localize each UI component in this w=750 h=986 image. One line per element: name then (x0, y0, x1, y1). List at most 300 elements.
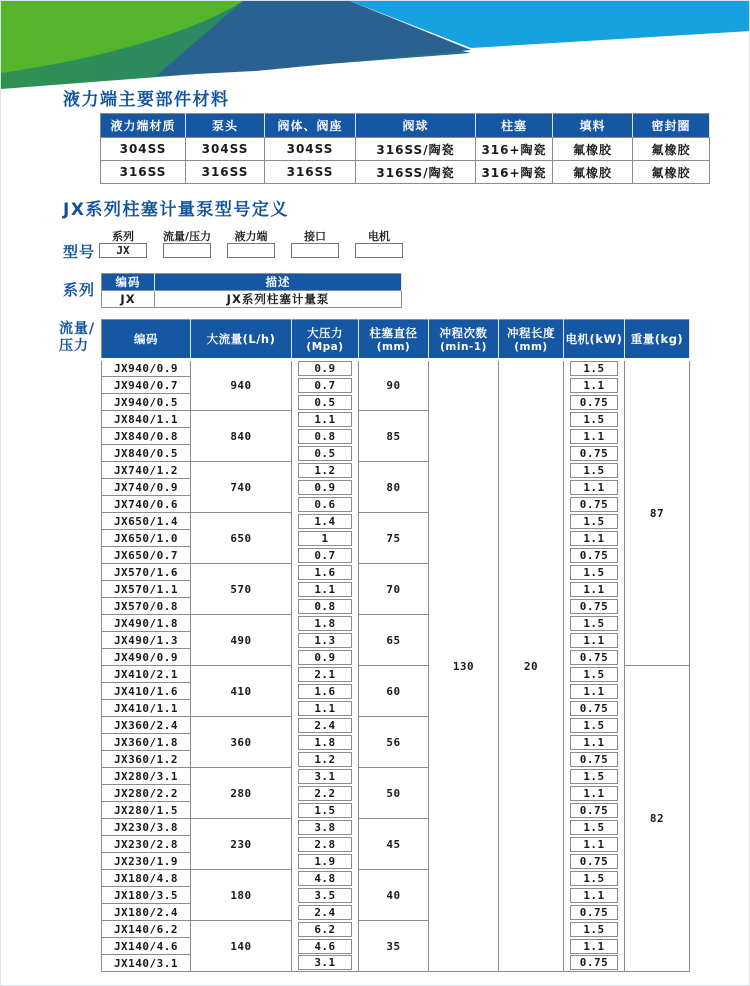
model-code-cell: JX940/0.5 (102, 394, 191, 411)
max-pressure-cell (292, 802, 359, 819)
series-row (102, 291, 402, 308)
motor-power-box: 1.5 (570, 616, 618, 631)
flow-row (102, 360, 690, 377)
materials-cell: 316SS/陶瓷 (356, 161, 476, 184)
max-pressure-box: 1.1 (298, 701, 352, 716)
max-pressure-cell (292, 513, 359, 530)
motor-power-box: 1.5 (570, 769, 618, 784)
motor-power-box: 1.5 (570, 412, 618, 427)
flow-row (102, 768, 690, 785)
max-flow-cell: 360 (191, 717, 292, 768)
materials-cell: 304SS (101, 138, 186, 161)
max-flow-cell: 180 (191, 870, 292, 921)
max-pressure-cell (292, 479, 359, 496)
flow-row (102, 819, 690, 836)
max-pressure-box: 1.2 (298, 752, 352, 767)
max-pressure-box: 0.5 (298, 446, 352, 461)
max-pressure-box: 2.1 (298, 667, 352, 682)
series-header-cell: 编码 (102, 274, 155, 291)
materials-cell: 304SS (265, 138, 356, 161)
max-pressure-cell (292, 666, 359, 683)
max-pressure-cell (292, 530, 359, 547)
motor-power-cell (564, 938, 625, 955)
motor-power-cell (564, 666, 625, 683)
materials-table (100, 113, 710, 184)
banner-graphic (1, 1, 750, 93)
flow-header-cell (191, 320, 292, 360)
motor-power-box: 1.1 (570, 735, 618, 750)
max-pressure-box: 1 (298, 531, 352, 546)
motor-power-box: 1.1 (570, 378, 618, 393)
materials-header-cell: 密封圈 (633, 114, 710, 138)
model-field-label: 电机 (368, 230, 390, 243)
motor-power-cell (564, 751, 625, 768)
motor-power-cell (564, 785, 625, 802)
max-pressure-cell (292, 496, 359, 513)
model-code-cell: JX180/4.8 (102, 870, 191, 887)
model-field-box (291, 243, 339, 258)
max-pressure-cell (292, 955, 359, 972)
model-code-cell: JX740/1.2 (102, 462, 191, 479)
materials-cell: 316+陶瓷 (476, 161, 553, 184)
motor-power-cell (564, 683, 625, 700)
flow-row (102, 717, 690, 734)
motor-power-box: 1.1 (570, 582, 618, 597)
model-code-cell: JX740/0.6 (102, 496, 191, 513)
motor-power-box: 1.1 (570, 939, 618, 954)
max-pressure-cell (292, 751, 359, 768)
model-code-cell: JX180/2.4 (102, 904, 191, 921)
motor-power-box: 0.75 (570, 395, 618, 410)
max-flow-cell: 280 (191, 768, 292, 819)
model-field-box (163, 243, 211, 258)
max-pressure-box: 0.9 (298, 650, 352, 665)
motor-power-cell (564, 377, 625, 394)
max-pressure-cell (292, 887, 359, 904)
model-field-label: 系列 (112, 230, 134, 243)
series-table-body (102, 291, 402, 308)
flow-header-line2: (Mpa) (306, 341, 344, 353)
max-pressure-cell (292, 734, 359, 751)
model-field (291, 228, 339, 258)
motor-power-cell (564, 428, 625, 445)
motor-power-box: 1.1 (570, 888, 618, 903)
model-code-cell: JX570/0.8 (102, 598, 191, 615)
flow-header-line2: (mm) (514, 341, 548, 353)
materials-cell: 316+陶瓷 (476, 138, 553, 161)
model-code-cell: JX650/1.0 (102, 530, 191, 547)
motor-power-box: 0.75 (570, 446, 618, 461)
motor-power-box: 1.1 (570, 531, 618, 546)
model-code-cell: JX940/0.9 (102, 360, 191, 377)
motor-power-cell (564, 717, 625, 734)
model-field (227, 228, 275, 258)
model-code-cell: JX570/1.6 (102, 564, 191, 581)
flow-header-line1: 冲程长度 (507, 326, 555, 340)
max-flow-cell: 410 (191, 666, 292, 717)
flow-row (102, 564, 690, 581)
flow-row (102, 921, 690, 938)
model-field-label: 接口 (304, 230, 326, 243)
flow-header-line1: 柱塞直径 (369, 326, 418, 340)
max-pressure-box: 1.6 (298, 684, 352, 699)
max-pressure-box: 1.9 (298, 854, 352, 869)
materials-cell: 氟橡胶 (633, 138, 710, 161)
max-pressure-cell (292, 700, 359, 717)
motor-power-box: 1.5 (570, 820, 618, 835)
motor-power-cell (564, 802, 625, 819)
max-pressure-box: 1.4 (298, 514, 352, 529)
flow-header-line1: 编码 (134, 332, 158, 346)
plunger-diameter-cell: 50 (359, 768, 429, 819)
materials-row (101, 161, 710, 184)
motor-power-box: 0.75 (570, 701, 618, 716)
model-field-label: 流量/压力 (162, 230, 212, 243)
max-pressure-box: 0.5 (298, 395, 352, 410)
weight-cell: 82 (625, 666, 690, 972)
flow-table-header (102, 320, 690, 360)
max-pressure-cell (292, 581, 359, 598)
model-code-cell: JX650/1.4 (102, 513, 191, 530)
motor-power-box: 1.1 (570, 480, 618, 495)
motor-power-box: 1.5 (570, 565, 618, 580)
motor-power-cell (564, 734, 625, 751)
max-pressure-box: 1.5 (298, 803, 352, 818)
motor-power-box: 0.75 (570, 955, 618, 970)
motor-power-box: 0.75 (570, 497, 618, 512)
plunger-diameter-cell: 75 (359, 513, 429, 564)
motor-power-cell (564, 904, 625, 921)
max-pressure-cell (292, 360, 359, 377)
materials-header-cell: 阀球 (356, 114, 476, 138)
model-field-value: JX (116, 244, 130, 257)
motor-power-box: 1.1 (570, 837, 618, 852)
model-code-cell: JX280/1.5 (102, 802, 191, 819)
model-code-cell: JX490/0.9 (102, 649, 191, 666)
model-field-label: 液力端 (234, 230, 268, 243)
max-pressure-box: 2.8 (298, 837, 352, 852)
model-code-cell: JX490/1.3 (102, 632, 191, 649)
model-code-cell: JX140/4.6 (102, 938, 191, 955)
model-field-box (99, 243, 147, 258)
flow-pressure-table (101, 319, 690, 972)
max-pressure-box: 1.1 (298, 582, 352, 597)
stroke-length-cell: 20 (499, 360, 564, 972)
plunger-diameter-cell: 80 (359, 462, 429, 513)
flow-header-cell (102, 320, 191, 360)
motor-power-box: 0.75 (570, 650, 618, 665)
plunger-diameter-cell: 40 (359, 870, 429, 921)
max-pressure-cell (292, 649, 359, 666)
series-table (101, 273, 402, 308)
max-pressure-box: 0.8 (298, 429, 352, 444)
max-flow-cell: 490 (191, 615, 292, 666)
materials-cell: 氟橡胶 (633, 161, 710, 184)
motor-power-cell (564, 598, 625, 615)
motor-power-cell (564, 632, 625, 649)
model-code-fields (99, 228, 403, 258)
model-code-cell: JX840/1.1 (102, 411, 191, 428)
motor-power-cell (564, 479, 625, 496)
motor-power-box: 1.5 (570, 922, 618, 937)
motor-power-cell (564, 564, 625, 581)
max-pressure-cell (292, 870, 359, 887)
max-pressure-box: 4.8 (298, 871, 352, 886)
max-pressure-cell (292, 853, 359, 870)
max-pressure-cell (292, 683, 359, 700)
plunger-diameter-cell: 56 (359, 717, 429, 768)
max-pressure-box: 1.6 (298, 565, 352, 580)
model-field (163, 228, 211, 258)
flow-pressure-label-line1: 流量/ (59, 321, 96, 337)
materials-header-cell: 泵头 (186, 114, 265, 138)
materials-cell: 氟橡胶 (553, 138, 633, 161)
flow-header-line1: 重量(kg) (630, 332, 684, 346)
model-field (355, 228, 403, 258)
motor-power-cell (564, 411, 625, 428)
motor-power-box: 0.75 (570, 599, 618, 614)
motor-power-box: 0.75 (570, 548, 618, 563)
motor-power-cell (564, 513, 625, 530)
motor-power-cell (564, 496, 625, 513)
stroke-count-cell: 130 (429, 360, 499, 972)
materials-row (101, 138, 710, 161)
model-code-cell: JX650/0.7 (102, 547, 191, 564)
model-section-title: JX系列柱塞计量泵型号定义 (63, 200, 289, 220)
flow-header-line1: 电机(kW) (565, 332, 623, 346)
series-row-label: 系列 (63, 281, 96, 299)
max-pressure-box: 6.2 (298, 922, 352, 937)
motor-power-box: 1.5 (570, 463, 618, 478)
max-flow-cell: 140 (191, 921, 292, 972)
motor-power-box: 1.5 (570, 667, 618, 682)
max-pressure-cell (292, 768, 359, 785)
max-pressure-cell (292, 904, 359, 921)
flow-row (102, 666, 690, 683)
max-pressure-box: 2.2 (298, 786, 352, 801)
max-pressure-cell (292, 836, 359, 853)
motor-power-cell (564, 530, 625, 547)
model-code-cell: JX570/1.1 (102, 581, 191, 598)
plunger-diameter-cell: 35 (359, 921, 429, 972)
materials-cell: 316SS (101, 161, 186, 184)
materials-section-title: 液力端主要部件材料 (63, 90, 230, 110)
motor-power-cell (564, 700, 625, 717)
flow-row (102, 462, 690, 479)
max-pressure-box: 0.7 (298, 378, 352, 393)
motor-power-box: 0.75 (570, 803, 618, 818)
model-code-cell: JX840/0.8 (102, 428, 191, 445)
model-code-cell: JX740/0.9 (102, 479, 191, 496)
series-table-header (102, 274, 402, 291)
max-pressure-cell (292, 547, 359, 564)
motor-power-cell (564, 887, 625, 904)
materials-header-cell: 液力端材质 (101, 114, 186, 138)
motor-power-cell (564, 581, 625, 598)
flow-header-line1: 大流量(L/h) (206, 332, 276, 346)
motor-power-cell (564, 462, 625, 479)
max-pressure-box: 2.4 (298, 718, 352, 733)
max-pressure-cell (292, 938, 359, 955)
max-pressure-cell (292, 632, 359, 649)
model-code-cell: JX140/3.1 (102, 955, 191, 972)
max-pressure-cell (292, 785, 359, 802)
model-code-cell: JX410/1.6 (102, 683, 191, 700)
max-pressure-cell (292, 394, 359, 411)
materials-cell: 316SS/陶瓷 (356, 138, 476, 161)
max-pressure-cell (292, 819, 359, 836)
model-code-cell: JX360/2.4 (102, 717, 191, 734)
flow-row (102, 870, 690, 887)
max-pressure-cell (292, 564, 359, 581)
materials-header-cell: 填料 (553, 114, 633, 138)
flow-table-body (102, 360, 690, 972)
flow-header-cell (359, 320, 429, 360)
max-pressure-box: 3.8 (298, 820, 352, 835)
plunger-diameter-cell: 85 (359, 411, 429, 462)
max-pressure-box: 0.8 (298, 599, 352, 614)
max-pressure-cell (292, 377, 359, 394)
materials-header-cell: 柱塞 (476, 114, 553, 138)
motor-power-cell (564, 819, 625, 836)
model-code-cell: JX410/2.1 (102, 666, 191, 683)
max-flow-cell: 840 (191, 411, 292, 462)
motor-power-box: 0.75 (570, 854, 618, 869)
motor-power-box: 1.5 (570, 718, 618, 733)
model-code-cell: JX360/1.8 (102, 734, 191, 751)
max-pressure-cell (292, 428, 359, 445)
motor-power-box: 1.5 (570, 514, 618, 529)
plunger-diameter-cell: 60 (359, 666, 429, 717)
max-pressure-cell (292, 411, 359, 428)
motor-power-box: 1.1 (570, 429, 618, 444)
flow-header-line2: (mm) (376, 341, 411, 353)
max-pressure-box: 1.8 (298, 735, 352, 750)
motor-power-cell (564, 547, 625, 564)
materials-cell: 304SS (186, 138, 265, 161)
motor-power-box: 0.75 (570, 752, 618, 767)
motor-power-box: 1.1 (570, 633, 618, 648)
max-flow-cell: 570 (191, 564, 292, 615)
max-pressure-box: 1.3 (298, 633, 352, 648)
model-field (99, 228, 147, 258)
flow-header-line1: 冲程次数 (439, 326, 488, 340)
max-flow-cell: 230 (191, 819, 292, 870)
motor-power-cell (564, 394, 625, 411)
model-code-cell: JX230/2.8 (102, 836, 191, 853)
materials-table-body (101, 138, 710, 184)
max-pressure-box: 0.7 (298, 548, 352, 563)
max-pressure-box: 1.1 (298, 412, 352, 427)
max-pressure-box: 0.9 (298, 361, 352, 376)
flow-row (102, 615, 690, 632)
max-pressure-box: 3.5 (298, 888, 352, 903)
model-code-cell: JX180/3.5 (102, 887, 191, 904)
flow-pressure-row-label (59, 321, 105, 355)
motor-power-cell (564, 360, 625, 377)
motor-power-box: 1.5 (570, 361, 618, 376)
flow-header-cell (625, 320, 690, 360)
max-flow-cell: 940 (191, 360, 292, 411)
motor-power-cell (564, 921, 625, 938)
motor-power-cell (564, 615, 625, 632)
materials-table-header (101, 114, 710, 138)
flow-header-cell (564, 320, 625, 360)
model-code-cell: JX490/1.8 (102, 615, 191, 632)
materials-cell: 316SS (265, 161, 356, 184)
model-field-box (227, 243, 275, 258)
model-row-label: 型号 (63, 243, 96, 261)
motor-power-cell (564, 870, 625, 887)
materials-cell: 氟橡胶 (553, 161, 633, 184)
max-pressure-cell (292, 598, 359, 615)
motor-power-cell (564, 445, 625, 462)
plunger-diameter-cell: 90 (359, 360, 429, 411)
motor-power-cell (564, 853, 625, 870)
flow-row (102, 411, 690, 428)
max-pressure-cell (292, 921, 359, 938)
motor-power-cell (564, 768, 625, 785)
max-pressure-cell (292, 445, 359, 462)
max-pressure-cell (292, 462, 359, 479)
plunger-diameter-cell: 45 (359, 819, 429, 870)
model-code-cell: JX940/0.7 (102, 377, 191, 394)
motor-power-box: 0.75 (570, 905, 618, 920)
max-pressure-box: 4.6 (298, 939, 352, 954)
max-pressure-cell (292, 717, 359, 734)
flow-pressure-label-line2: 压力 (59, 338, 89, 354)
model-field-box (355, 243, 403, 258)
plunger-diameter-cell: 70 (359, 564, 429, 615)
motor-power-box: 1.5 (570, 871, 618, 886)
series-cell: JX系列柱塞计量泵 (155, 291, 402, 308)
flow-header-cell (292, 320, 359, 360)
motor-power-cell (564, 836, 625, 853)
max-pressure-box: 1.8 (298, 616, 352, 631)
max-pressure-box: 0.9 (298, 480, 352, 495)
model-code-cell: JX230/3.8 (102, 819, 191, 836)
model-code-cell: JX280/3.1 (102, 768, 191, 785)
flow-header-line1: 大压力 (307, 326, 343, 340)
max-pressure-box: 3.1 (298, 955, 352, 970)
model-code-cell: JX360/1.2 (102, 751, 191, 768)
max-pressure-box: 2.4 (298, 905, 352, 920)
series-cell: JX (102, 291, 155, 308)
motor-power-cell (564, 955, 625, 972)
max-pressure-cell (292, 615, 359, 632)
model-code-cell: JX410/1.1 (102, 700, 191, 717)
flow-header-cell (429, 320, 499, 360)
max-flow-cell: 650 (191, 513, 292, 564)
materials-header-cell: 阀体、阀座 (265, 114, 356, 138)
flow-header-cell (499, 320, 564, 360)
series-header-cell: 描述 (155, 274, 402, 291)
weight-cell: 87 (625, 360, 690, 666)
max-flow-cell: 740 (191, 462, 292, 513)
motor-power-box: 1.1 (570, 684, 618, 699)
flow-row (102, 513, 690, 530)
plunger-diameter-cell: 65 (359, 615, 429, 666)
max-pressure-box: 0.6 (298, 497, 352, 512)
motor-power-cell (564, 649, 625, 666)
model-code-cell: JX140/6.2 (102, 921, 191, 938)
model-code-cell: JX840/0.5 (102, 445, 191, 462)
max-pressure-box: 3.1 (298, 769, 352, 784)
motor-power-box: 1.1 (570, 786, 618, 801)
materials-cell: 316SS (186, 161, 265, 184)
flow-header-line2: (min-1) (440, 341, 487, 353)
model-code-cell: JX280/2.2 (102, 785, 191, 802)
